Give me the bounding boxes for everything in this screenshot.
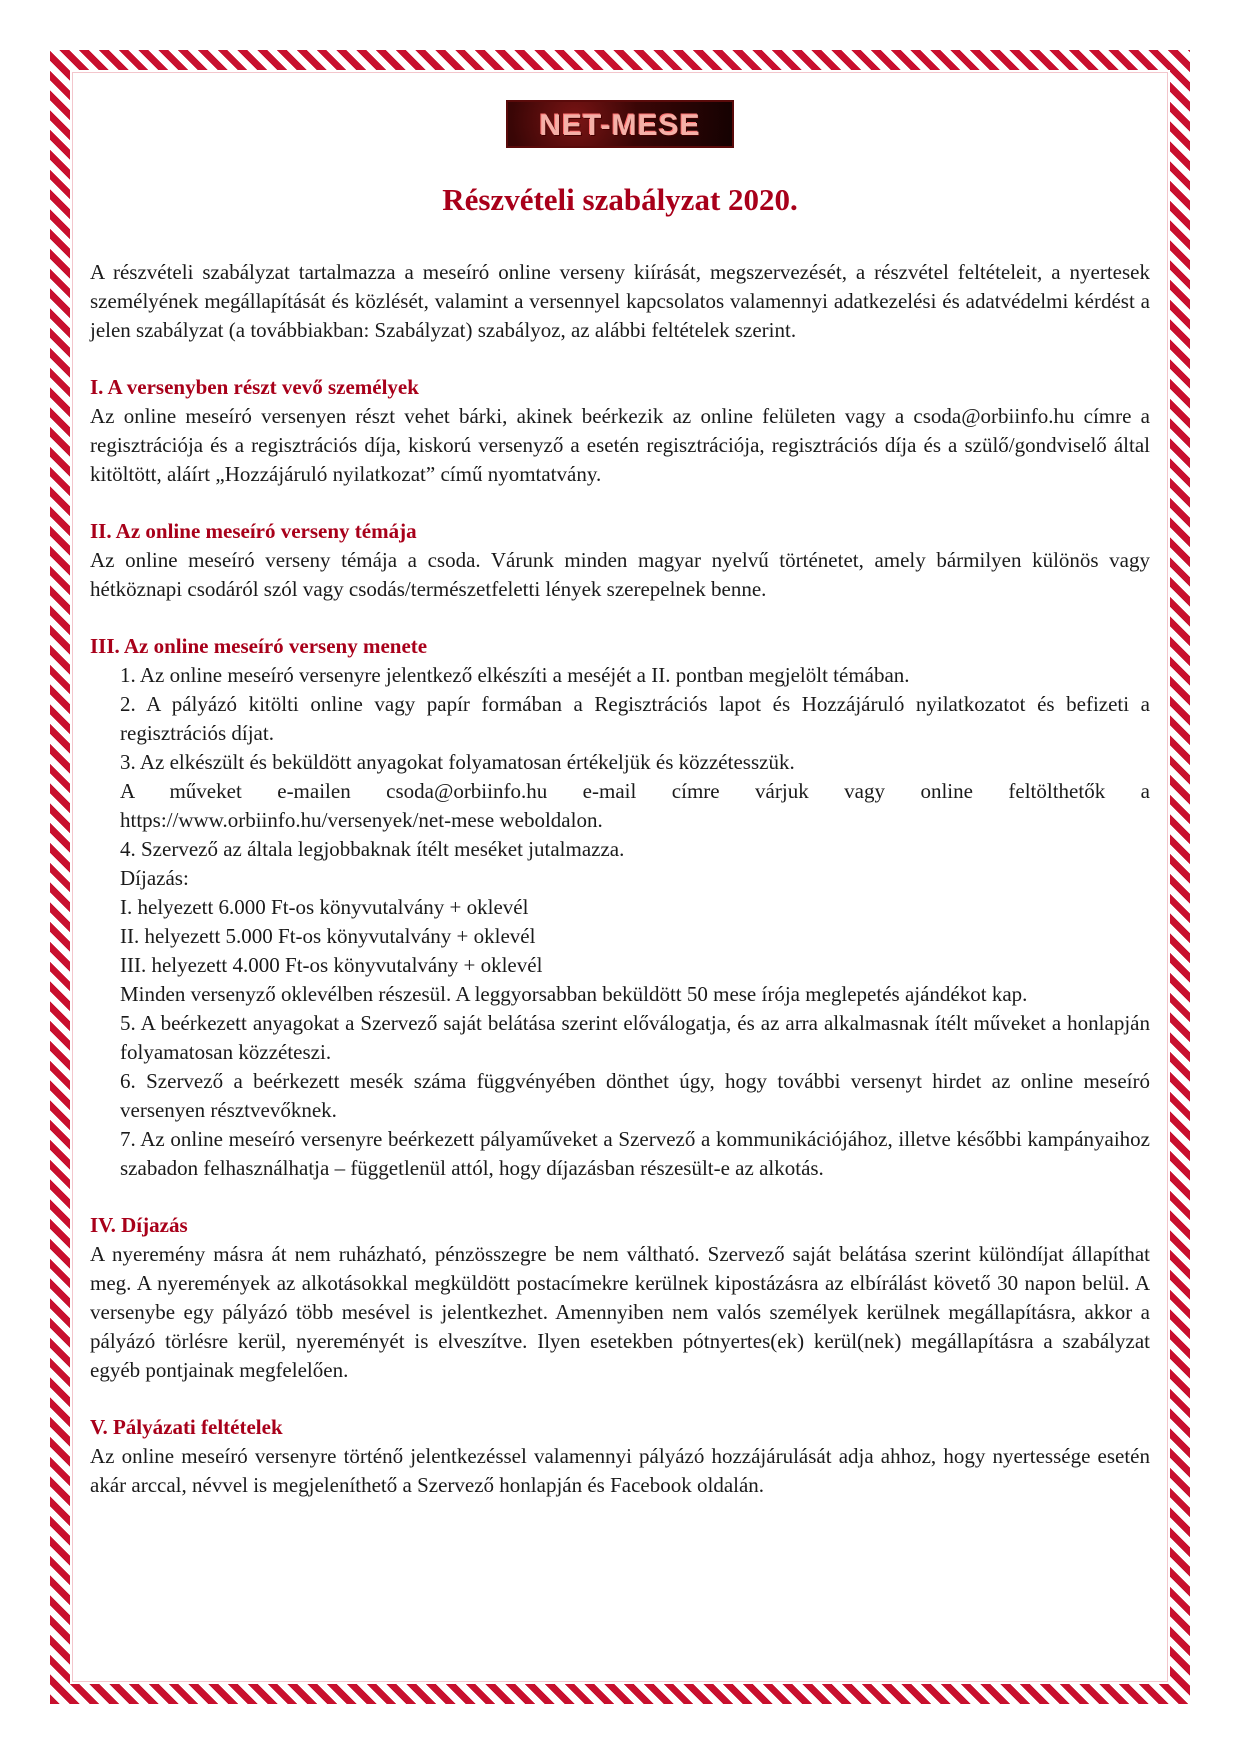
intro-paragraph: A részvételi szabályzat tartalmazza a meseíró online verseny kiírását, megszervezését, a részvétel feltételeit, a nyertesek személyének megállapítását és közlését, valamint a versennyel kapcsolatos valamennyi adatkezelési és adatvédelmi kérdést a jelen szabályzat (a továbbiakban: Szabályzat) szabályoz, az alábbi feltételek szerint. — [90, 260, 1150, 342]
list-item: A műveket e-mailen csoda@orbiinfo.hu e-mail címre várjuk vagy online feltölthetők a https://www.orbiinfo.hu/versenyek/net-mese weboldalon. — [120, 779, 1150, 832]
section-heading: II. Az online meseíró verseny témája — [90, 519, 417, 543]
procedure-list — [90, 661, 1150, 1183]
list-item: 2. A pályázó kitölti online vagy papír formában a Regisztrációs lapot és Hozzájáruló nyilatkozatot és befizeti a regisztrációs díjat. — [120, 692, 1150, 745]
logo-container — [90, 100, 1150, 148]
section-text: A nyeremény másra át nem ruházható, pénzösszegre be nem váltható. Szervező saját belátása szerint különdíjat állapíthat meg. A nyeremények az alkotásokkal megküldött postacímekre kerülnek kipostázásra az elbírálást követő 30 napon belül. A versenybe egy pályázó több mesével is jelentkezhet. Amennyiben nem valós személyek kerülnek megállapításra, akkor a pályázó törlésre kerül, nyereményét is elveszítve. Ilyen esetekben pótnyertes(ek) kerül(nek) megállapításra a szabályzat egyéb pontjainak megfelelően. — [90, 1242, 1150, 1382]
list-item: II. helyezett 5.000 Ft-os könyvutalvány + oklevél — [120, 924, 536, 948]
list-item: 6. Szervező a beérkezett mesék száma függvényében dönthet úgy, hogy további versenyt hirdet az online meseíró versenyen résztvevőknek. — [120, 1069, 1150, 1122]
list-item: III. helyezett 4.000 Ft-os könyvutalvány + oklevél — [120, 953, 543, 977]
section-heading: IV. Díjazás — [90, 1213, 188, 1237]
section-text: Az online meseíró versenyen részt vehet bárki, akinek beérkezik az online felületen vagy a csoda@orbiinfo.hu címre a regisztrációja és a regisztrációs díja, kiskorú versenyző a esetén regisztrációja, regisztrációs díja és a szülő/gondviselő által kitöltött, aláírt „Hozzájáruló nyilatkozat” című nyomtatvány. — [90, 404, 1150, 486]
document-content — [90, 100, 1150, 1500]
section-text: Az online meseíró versenyre történő jelentkezéssel valamennyi pályázó hozzájárulását adja ahhoz, hogy nyertessége esetén akár arccal, névvel is megjeleníthető a Szervező honlapján és Facebook oldalán. — [90, 1444, 1150, 1497]
section-heading: III. Az online meseíró verseny menete — [90, 634, 428, 658]
list-item: 4. Szervező az általa legjobbaknak ítélt meséket jutalmazza. — [120, 837, 625, 861]
list-item: 3. Az elkészült és beküldött anyagokat folyamatosan értékeljük és közzétesszük. — [120, 750, 795, 774]
list-item: Minden versenyző oklevélben részesül. A leggyorsabban beküldött 50 mese írója meglepetés ajándékot kap. — [120, 982, 1028, 1006]
section-participants — [90, 373, 1150, 489]
section-heading: V. Pályázati feltételek — [90, 1415, 283, 1439]
net-mese-logo: NET-MESE — [506, 100, 734, 148]
document-title: Részvételi szabályzat 2020. — [442, 182, 798, 217]
list-item: 1. Az online meseíró versenyre jelentkező elkészíti a meséjét a II. pontban megjelölt témában. — [120, 663, 910, 687]
section-conditions — [90, 1413, 1150, 1500]
section-heading: I. A versenyben részt vevő személyek — [90, 375, 419, 399]
list-item: I. helyezett 6.000 Ft-os könyvutalvány + oklevél — [120, 895, 529, 919]
section-theme — [90, 517, 1150, 604]
list-item: 5. A beérkezett anyagokat a Szervező saját belátása szerint előválogatja, és az arra alkalmasnak ítélt műveket a honlapján folyamatosan közzéteszi. — [120, 1011, 1150, 1064]
section-prizes — [90, 1211, 1150, 1385]
section-text: Az online meseíró verseny témája a csoda. Várunk minden magyar nyelvű történetet, amely bármilyen különös vagy hétköznapi csodáról szól vagy csodás/természetfeletti lények szerepelnek benne. — [90, 548, 1150, 601]
section-procedure — [90, 632, 1150, 1183]
list-item: 7. Az online meseíró versenyre beérkezett pályaműveket a Szervező a kommunikációjához, illetve későbbi kampányaihoz szabadon felhasználhatja – függetlenül attól, hogy díjazásban részesült-e az alkotás. — [120, 1127, 1150, 1180]
list-item: Díjazás: — [120, 866, 189, 890]
